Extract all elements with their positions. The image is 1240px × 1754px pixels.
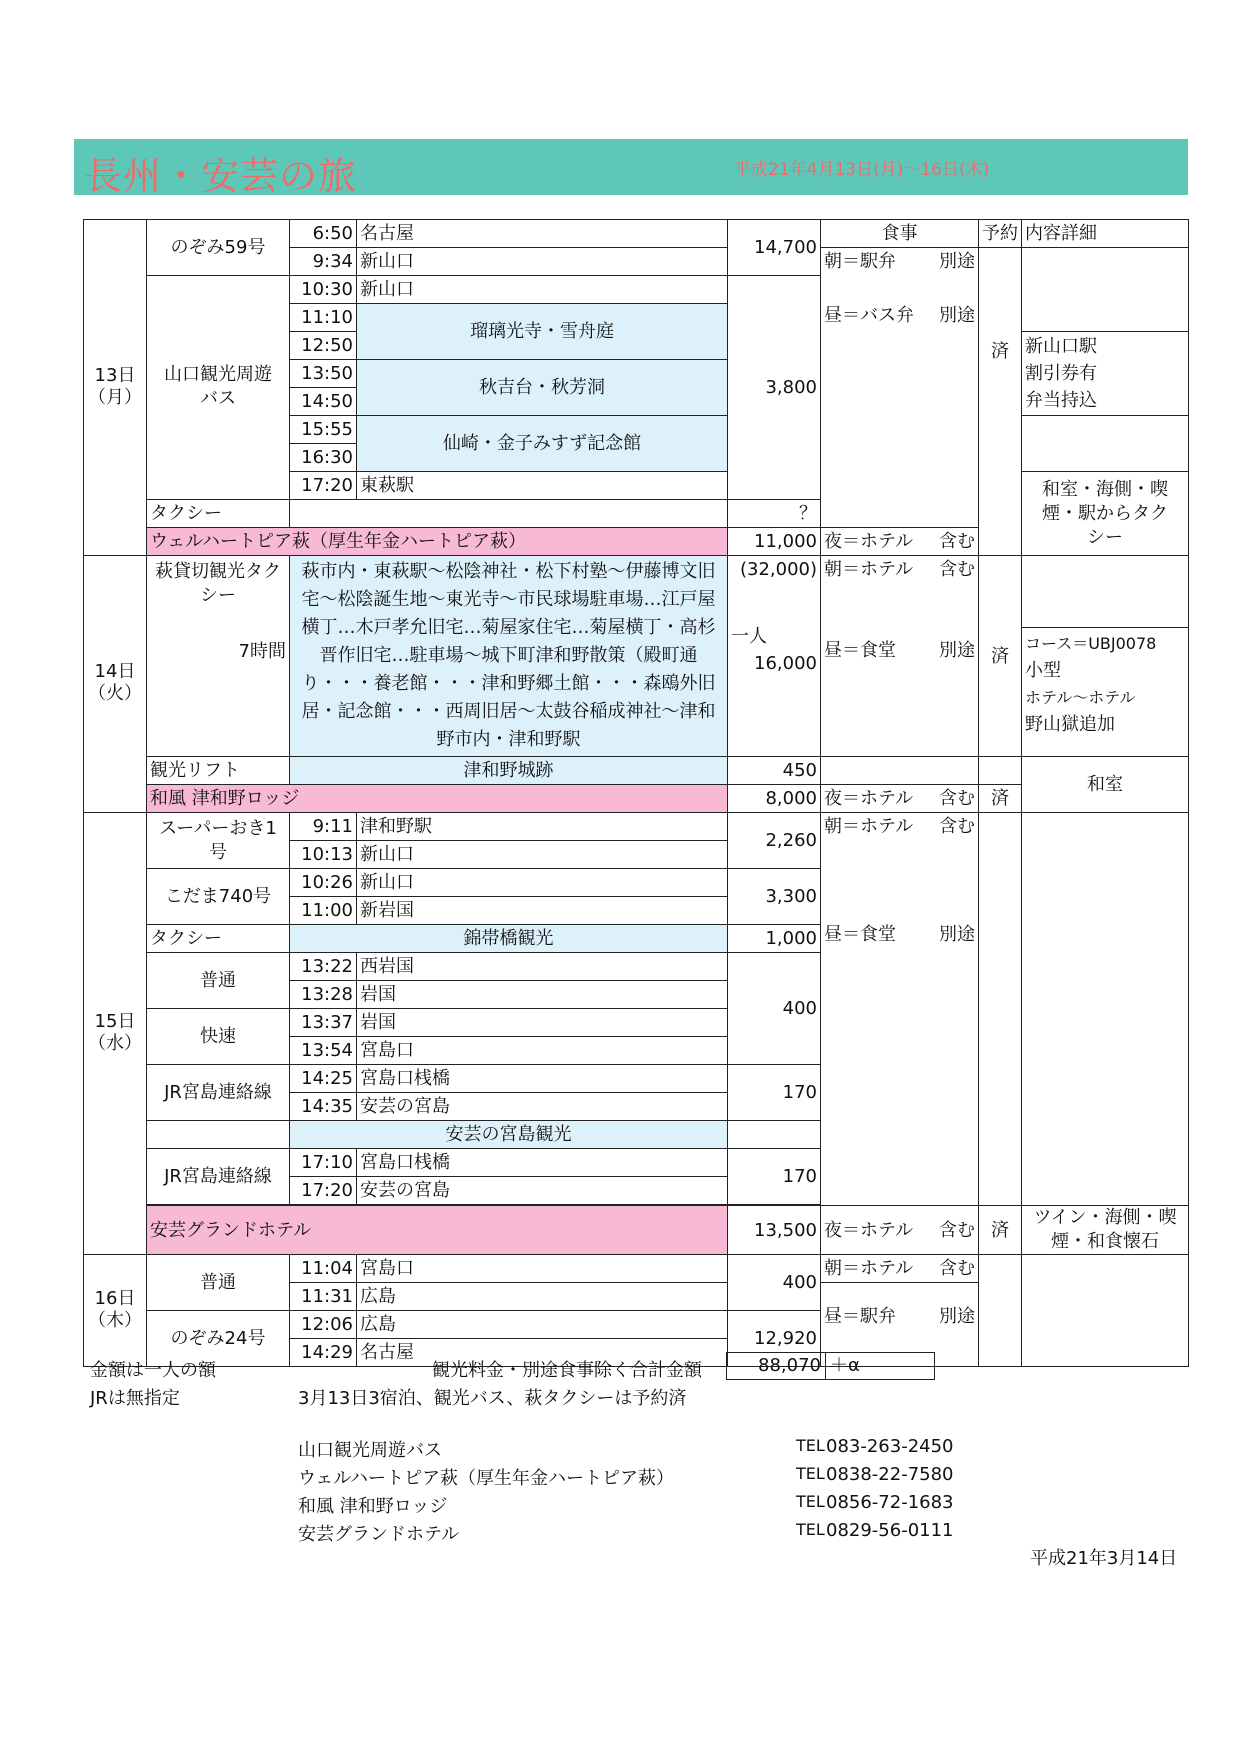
- time: 12:06: [290, 1311, 357, 1339]
- place: 東萩駅: [357, 472, 728, 500]
- time: 17:20: [290, 472, 357, 500]
- taxi-route: 萩市内・東萩駅～松陰神社・松下村塾～伊藤博文旧宅～松陰誕生地～東光寺～市民球場駐車場…江戸屋横丁…木戸孝允旧宅…菊屋家住宅…菊屋横丁・高杉晋作旧宅…駐車場～城下町津和野散策（殿町通り・・・養老館・・・津和野郷土館・・・森鴎外旧居・記念館・・・西周旧居～太鼓谷稲成神社～津和野市内・津和野駅: [290, 556, 728, 757]
- price: 8,000: [728, 785, 821, 813]
- meal-note: 別途: [939, 251, 975, 272]
- time: 12:50: [290, 332, 357, 360]
- price: 2,260: [728, 813, 821, 869]
- detail-blank: [1022, 248, 1189, 332]
- day-16: 16日 （木）: [84, 1255, 147, 1367]
- meal-note: 含む: [939, 1219, 975, 1241]
- sightseeing-spot: 瑠璃光寺・雪舟庭: [357, 304, 728, 360]
- place: 宮島口: [357, 1255, 728, 1283]
- sightseeing-spot: 錦帯橋観光: [290, 925, 728, 953]
- meal: 夜＝ホテル: [824, 1219, 914, 1241]
- price: ？: [728, 500, 821, 528]
- meal-note: 含む: [939, 816, 975, 837]
- hotel-aki-grand: 安芸グランドホテル: [147, 1206, 728, 1255]
- blank: [979, 1255, 1022, 1367]
- reservation-mark: 済: [979, 1206, 1022, 1255]
- train-nozomi24: のぞみ24号: [147, 1311, 290, 1367]
- meal: 朝＝駅弁: [824, 251, 896, 272]
- time: 10:26: [290, 869, 357, 897]
- time: 13:54: [290, 1037, 357, 1065]
- meal: 昼＝食堂: [824, 640, 896, 661]
- contact-name: 安芸グランドホテル: [298, 1524, 460, 1545]
- total-suffix: ＋α: [824, 1352, 935, 1380]
- meals-day15: [821, 813, 979, 1206]
- place: 新山口: [357, 869, 728, 897]
- time: 14:50: [290, 388, 357, 416]
- sightseeing-spot: 津和野城跡: [290, 757, 728, 785]
- sightseeing-spot: 安芸の宮島観光: [290, 1121, 728, 1149]
- time: 11:10: [290, 304, 357, 332]
- place: 宮島口桟橋: [357, 1065, 728, 1093]
- meals-dinner13: [821, 528, 979, 556]
- meal: 夜＝ホテル: [824, 531, 914, 552]
- price: 450: [728, 757, 821, 785]
- meal: 昼＝バス弁: [824, 305, 914, 326]
- detail-blank: [1022, 416, 1189, 472]
- place: 岩国: [357, 1009, 728, 1037]
- meal: 昼＝食堂: [824, 924, 896, 945]
- time: 11:04: [290, 1255, 357, 1283]
- transport-taxi: タクシー: [147, 925, 290, 953]
- meal-header: 食事: [821, 220, 979, 248]
- place: 安芸の宮島: [357, 1177, 728, 1205]
- meals-day13: [821, 248, 979, 528]
- tel-number: 0856-72-1683: [826, 1492, 954, 1513]
- train-kaisoku: 快速: [147, 1009, 290, 1065]
- meal: 夜＝ホテル: [824, 788, 914, 809]
- contact-name: 和風 津和野ロッジ: [298, 1496, 448, 1517]
- booking-note: 3月13日3宿泊、観光バス、萩タクシーは予約済: [298, 1388, 687, 1409]
- time: 6:50: [290, 220, 357, 248]
- time: 14:29: [290, 1339, 357, 1367]
- reservation-bus: 済: [979, 248, 1022, 556]
- time: 9:11: [290, 813, 357, 841]
- time: 15:55: [290, 416, 357, 444]
- blank: [290, 500, 728, 528]
- meal: 昼＝駅弁: [824, 1306, 896, 1327]
- price: 3,300: [728, 869, 821, 925]
- day-14: 14日 （火）: [84, 556, 147, 813]
- taxi-price: (32,000) 一人 16,000: [728, 556, 821, 757]
- meals-dinner15: [821, 1206, 979, 1255]
- detail-hotel14: 和室: [1022, 757, 1189, 813]
- title-banner: [74, 139, 1188, 198]
- tel-label: TEL: [796, 1492, 825, 1511]
- tel-label: TEL: [796, 1436, 825, 1455]
- price: 400: [728, 1255, 821, 1311]
- total-label: 観光料金・別途食事除く合計金額: [432, 1360, 702, 1381]
- hours: 7時間: [238, 641, 286, 662]
- blank: [979, 757, 1022, 785]
- meal: 朝＝ホテル: [824, 1258, 914, 1279]
- place: 宮島口: [357, 1037, 728, 1065]
- sightseeing-spot: 仙崎・金子みすず記念館: [357, 416, 728, 472]
- tel-label: TEL: [796, 1464, 825, 1483]
- per-person-note: 金額は一人の額: [90, 1360, 216, 1381]
- reservation-mark: 済: [979, 556, 1022, 757]
- blank: [1022, 1255, 1189, 1367]
- time: 13:50: [290, 360, 357, 388]
- detail-header: 内容詳細: [1022, 220, 1189, 248]
- blank: [1022, 813, 1189, 1206]
- ferry-jr-miyajima: JR宮島連絡線: [147, 1065, 290, 1121]
- time: 10:30: [290, 276, 357, 304]
- tel-number: 0838-22-7580: [826, 1464, 954, 1485]
- price: 170: [728, 1065, 821, 1121]
- place: 新山口: [357, 248, 728, 276]
- detail-hotel15: ツイン・海側・喫 煙・和食懐石: [1022, 1206, 1189, 1255]
- time: 9:34: [290, 248, 357, 276]
- time: 13:37: [290, 1009, 357, 1037]
- page-title: 長州・安芸の旅: [84, 154, 358, 198]
- contact-name: ウェルハートピア萩（厚生年金ハートピア萩）: [298, 1468, 675, 1489]
- time: 11:31: [290, 1283, 357, 1311]
- meal-note: 別途: [939, 924, 975, 945]
- meal-note: 含む: [939, 531, 975, 552]
- train-super-oki: スーパーおき1 号: [147, 813, 290, 869]
- price: 170: [728, 1149, 821, 1205]
- meal-note: 別途: [939, 305, 975, 326]
- place: 新岩国: [357, 897, 728, 925]
- time: 13:28: [290, 981, 357, 1009]
- place: 宮島口桟橋: [357, 1149, 728, 1177]
- detail-taxi: コース＝UBJ0078 小型 ホテル～ホテル 野山獄追加: [1022, 556, 1189, 757]
- price: 14,700: [728, 220, 821, 276]
- price: 13,500: [728, 1206, 821, 1255]
- place: 新山口: [357, 276, 728, 304]
- meal-note: 含む: [939, 1258, 975, 1279]
- time: 14:25: [290, 1065, 357, 1093]
- time: 11:00: [290, 897, 357, 925]
- time: 16:30: [290, 444, 357, 472]
- total-value: 88,070: [726, 1352, 826, 1380]
- taxi-hagi: 萩貸切観光タク シー 7時間: [147, 556, 290, 757]
- place: 名古屋: [357, 220, 728, 248]
- meal: 朝＝ホテル: [824, 816, 914, 837]
- train-nozomi59: のぞみ59号: [147, 220, 290, 276]
- meal-note: 別途: [939, 1306, 975, 1327]
- time: 10:13: [290, 841, 357, 869]
- blank: [979, 813, 1022, 1206]
- place: 広島: [357, 1311, 728, 1339]
- tel-number: 083-263-2450: [826, 1436, 954, 1457]
- itinerary-table: [83, 219, 1189, 1367]
- meals-dinner14: [821, 785, 979, 813]
- train-futsu: 普通: [147, 953, 290, 1009]
- time: 14:35: [290, 1093, 357, 1121]
- place: 名古屋: [357, 1339, 728, 1367]
- blank: [728, 1121, 821, 1149]
- price: 11,000: [728, 528, 821, 556]
- jr-note: JRは無指定: [90, 1388, 180, 1409]
- transport-taxi: タクシー: [147, 500, 290, 528]
- meal-note: 別途: [939, 640, 975, 661]
- place: 津和野駅: [357, 813, 728, 841]
- detail-bus: 新山口駅 割引券有 弁当持込: [1022, 332, 1189, 416]
- transport-lift: 観光リフト: [147, 757, 290, 785]
- time: 17:10: [290, 1149, 357, 1177]
- detail-hotel13: 和室・海側・喫 煙・駅からタク シー: [1022, 472, 1189, 556]
- contact-name: 山口観光周遊バス: [298, 1440, 442, 1461]
- place: 広島: [357, 1283, 728, 1311]
- sightseeing-spot: 秋吉台・秋芳洞: [357, 360, 728, 416]
- hotel-tsuwano: 和風 津和野ロッジ: [147, 785, 728, 813]
- reservation-mark: 済: [979, 785, 1022, 813]
- place: 岩国: [357, 981, 728, 1009]
- meals-breakfast16: [821, 1255, 979, 1283]
- train-kodama740: こだま740号: [147, 869, 290, 925]
- time: 13:22: [290, 953, 357, 981]
- time: 17:20: [290, 1177, 357, 1205]
- meals-day14: [821, 556, 979, 757]
- blank: [821, 757, 979, 785]
- hotel-hagi: ウェルハートピア萩（厚生年金ハートピア萩）: [147, 528, 728, 556]
- bus-yamaguchi: 山口観光周遊 バス: [147, 276, 290, 500]
- place: 西岩国: [357, 953, 728, 981]
- price: 400: [728, 953, 821, 1065]
- price: 3,800: [728, 276, 821, 500]
- meal-note: 含む: [939, 559, 975, 580]
- reservation-header: 予約: [979, 220, 1022, 248]
- price: 12,920: [728, 1311, 821, 1367]
- day-15: 15日 （水）: [84, 813, 147, 1255]
- tel-label: TEL: [796, 1520, 825, 1539]
- ferry-jr-miyajima: JR宮島連絡線: [147, 1149, 290, 1205]
- blank: [147, 1121, 290, 1149]
- place: 新山口: [357, 841, 728, 869]
- train-futsu: 普通: [147, 1255, 290, 1311]
- day-13: 13日 （月）: [84, 220, 147, 556]
- meal-note: 含む: [939, 788, 975, 809]
- trip-period: 平成21年4月13日(月)～16日(木): [734, 160, 990, 180]
- tel-number: 0829-56-0111: [826, 1520, 954, 1541]
- meal: 朝＝ホテル: [824, 559, 914, 580]
- price: 1,000: [728, 925, 821, 953]
- document-date: 平成21年3月14日: [1030, 1548, 1178, 1569]
- place: 安芸の宮島: [357, 1093, 728, 1121]
